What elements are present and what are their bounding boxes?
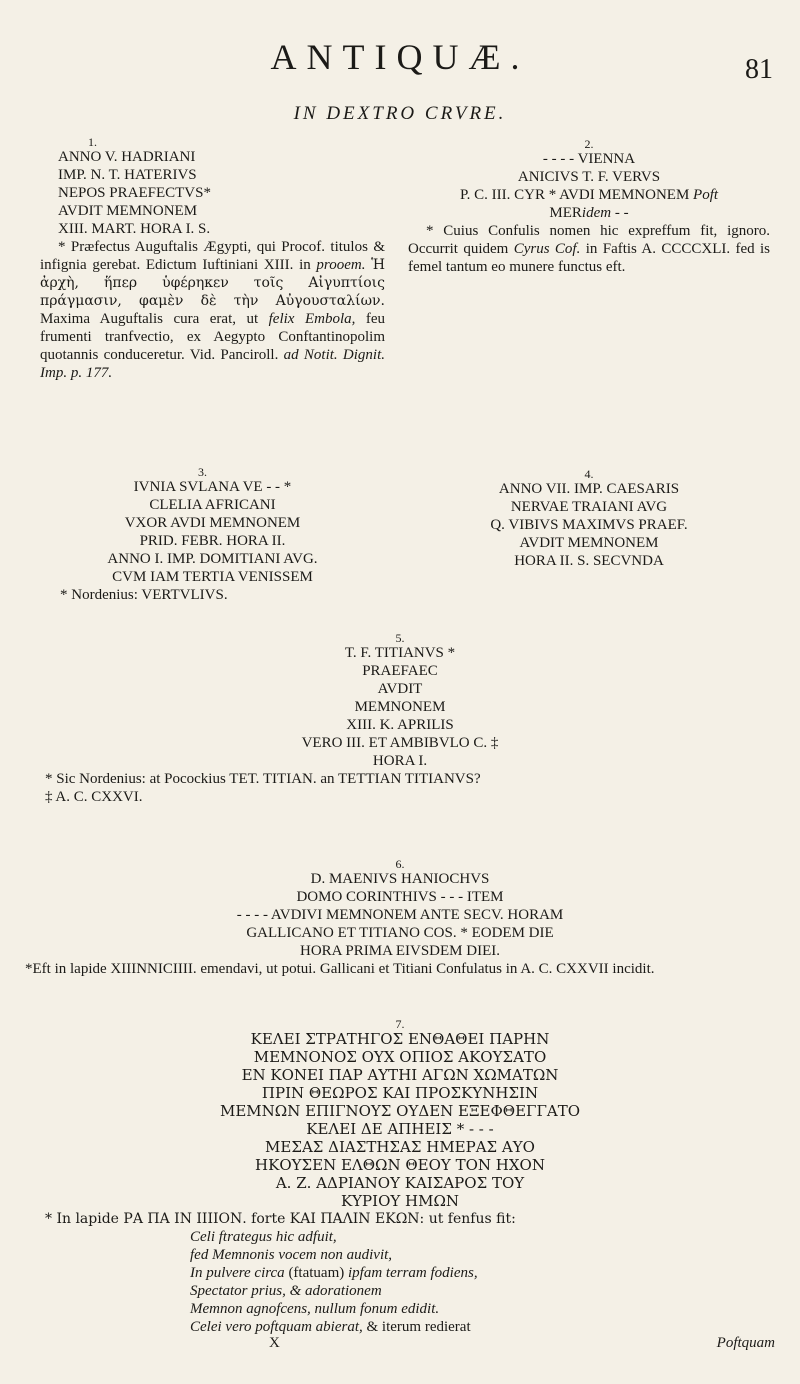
page-number: 81	[745, 54, 773, 85]
inscription-line: VERO III. ET AMBIBVLO C. ‡	[301, 735, 499, 751]
verse-line: fed Memnonis vocem non audivit,	[190, 1247, 393, 1263]
greek-line: ΚΥΡΙΟΥ ΗΜΩΝ	[340, 1192, 460, 1210]
inscription-line: D. MAENIVS HANIOCHVS	[310, 871, 490, 887]
section-heading: IN DEXTRO CRVRE.	[293, 103, 507, 124]
footnote: * Cuius Confulis nomen hic expreffum fit, ignoro. Occurrit quidem Cyrus Cof. in Faftis A. CCCCXLI. fed is femel tantum eo munere functus eft.	[408, 223, 771, 275]
inscription-line: PRID. FEBR. HORA II.	[139, 533, 286, 549]
inscription-line: NERVAE TRAIANI AVG	[510, 499, 668, 515]
footnote-text: * Præfectus Auguftalis Ægypti, qui Procof. titulos & infignia gerebat. Edictum Iuftiniani XIII. in	[40, 239, 385, 273]
inscription-line: HORA PRIMA EIVSDEM DIEI.	[299, 943, 500, 959]
inscription-number: 6.	[395, 857, 405, 871]
footnote: *Eft in lapide XIIINNICIIII. emendavi, ut potui. Gallicani et Titiani Confulatus in A. C. CXXVII incidit.	[25, 961, 655, 977]
greek-line: ΗΚΟΥΣΕΝ ΕΛΘΩΝ ΘΕΟΥ ΤΟΝ ΗΧΟΝ	[255, 1156, 545, 1174]
inscription-line: PRAEFAEC	[362, 663, 438, 679]
verse-line: Celi ftrategus hic adfuit,	[190, 1229, 337, 1245]
inscription-line: VXOR AVDI MEMNONEM	[124, 515, 301, 531]
inscription-1	[40, 136, 385, 382]
inscription-line: ANICIVS T. F. VERVS	[517, 169, 661, 185]
inscription-line: HORA II. S. SECVNDA	[514, 553, 664, 569]
inscription-line: MEMNONEM	[354, 699, 446, 715]
footnote: * Nordenius: VERTVLIVS.	[60, 587, 228, 603]
footnote-text: feu frumenti tranfvectio, ex Aegypto Conftantinopolim quotannis conduceretur. Vid. Panciroll.	[40, 311, 386, 363]
inscription-line: HORA I.	[372, 753, 428, 769]
inscription-5	[25, 632, 775, 806]
inscription-2	[408, 138, 770, 276]
inscription-number: 4.	[584, 467, 594, 481]
inscription-line: - - - - VIENNA	[542, 151, 636, 167]
inscription-line: ANNO I. IMP. DOMITIANI AVG.	[107, 551, 318, 567]
inscription-line: AVDIT MEMNONEM	[519, 535, 659, 551]
inscription-6	[25, 858, 775, 978]
greek-quote: Ἡ ἀρχὴ, ἥπερ ὑφέρηκεν τοῖς Αἰγυπτίοις πράγμασιν, φαμὲν δὲ τὴν Αὐγουσταλίων.	[40, 257, 386, 309]
inscription-line: DOMO CORINTHIVS - - - ITEM	[296, 889, 504, 905]
footnote	[40, 238, 385, 382]
inscription-line: T. F. TITIANVS *	[344, 645, 456, 661]
inscription-line: IVNIA SVLANA VE - - *	[133, 479, 292, 495]
inscription-3	[40, 466, 385, 604]
inscription-7	[25, 1018, 775, 1352]
verse-line: Spectator prius, & adorationem	[190, 1283, 382, 1299]
inscription-number: 5.	[395, 631, 405, 645]
catchword: Poftquam	[716, 1335, 775, 1351]
footnote-italic: felix Embola,	[268, 311, 356, 327]
inscription-number: 3.	[198, 465, 207, 479]
inscription-line: - - - - AVDIVI MEMNONEM ANTE SECV. HORAM	[236, 907, 564, 923]
inscription-line: Q. VIBIVS MAXIMVS PRAEF.	[490, 517, 688, 533]
greek-line: ΠΡΙΝ ΘΕΩΡΟΣ ΚΑΙ ΠΡΟΣΚΥΝΗΣΙΝ	[261, 1084, 539, 1102]
inscription-line: XIII. MART. HORA I. S.	[58, 221, 211, 237]
inscription-line: MERidem - -	[549, 205, 629, 221]
greek-line: ΜΕΜΝΩΝ ΕΠΙΓΝΟΥΣ ΟΥΔΕΝ ΕΞΕΦΘΕΓΓΑΤΟ	[219, 1102, 580, 1120]
greek-line: ΜΕΣΑΣ ΔΙΑΣΤΗΣΑΣ ΗΜΕΡΑΣ ΑΥΟ	[265, 1138, 535, 1156]
inscription-line: IMP. N. T. HATERIVS	[58, 167, 197, 183]
inscription-number: 7.	[395, 1017, 405, 1031]
verse-line: Memnon agnofcens, nullum fonum edidit.	[190, 1301, 440, 1317]
footnote: * Sic Nordenius: at Pocockius TET. TITIAN. an TETTIAN TITIANVS?	[45, 771, 481, 787]
signature-mark: X	[269, 1335, 280, 1351]
latin-translation	[25, 1228, 775, 1336]
inscription-number: 2.	[584, 137, 594, 151]
footnote-text: Maxima Auguftalis cura erat, ut	[40, 311, 259, 327]
running-title: ANTIQUÆ.	[270, 37, 530, 77]
inscription-line: GALLICANO ET TITIANO COS. * EODEM DIE	[246, 925, 554, 941]
footnote: ‡ A. C. CXXVI.	[45, 789, 143, 805]
greek-line: ΚΕΛΕΙ ΔΕ ΑΠΗΕΙΣ * - - -	[306, 1120, 494, 1138]
greek-line: ΕΝ ΚΟΝΕΙ ΠΑΡ ΑΥΤΗΙ ΑΓΩΝ ΧΩΜΑΤΩΝ	[241, 1066, 559, 1084]
inscription-line: P. C. III. CYR * AVDI MEMNONEM Poft	[459, 187, 719, 203]
inscription-line: CVM IAM TERTIA VENISSEM	[112, 569, 313, 585]
inscription-line: XIII. K. APRILIS	[346, 717, 454, 733]
verse-line: In pulvere circa (ftatuam) ipfam terram fodiens,	[190, 1265, 478, 1281]
inscription-line: NEPOS PRAEFECTVS*	[58, 185, 211, 201]
inscription-number: 1.	[88, 135, 97, 149]
greek-line: ΜΕΜΝΟΝΟΣ ΟΥΧ ΟΠΙΟΣ ΑΚΟΥΣΑΤΟ	[253, 1048, 547, 1066]
inscription-line: AVDIT MEMNONEM	[58, 203, 198, 219]
citation: ad Notit. Dignit. Imp. p. 177.	[40, 347, 386, 381]
footnote: * In lapide ΡΑ ΠΑ IN ΙΙΙΙΟΝ. forte ΚΑΙ ΠΑΛΙΝ ΕΚΩΝ: ut fenfus fit:	[45, 1211, 516, 1227]
inscription-line: AVDIT	[377, 681, 423, 697]
inscription-line: CLELIA AFRICANI	[149, 497, 276, 513]
greek-line: Α. Ζ. ΑΔΡΙΑΝΟΥ ΚΑΙΣΑΡΟΣ ΤΟΥ	[275, 1174, 525, 1192]
inscription-line: ANNO VII. IMP. CAESARIS	[498, 481, 680, 497]
verse-line: Celei vero poftquam abierat, & iterum redierat	[190, 1319, 471, 1335]
greek-line: ΚΕΛΕΙ ΣΤΡΑΤΗΓΟΣ ΕΝΘΑΘΕΙ ΠΑΡΗΝ	[250, 1030, 550, 1048]
footnote-italic: prooem.	[316, 257, 366, 273]
inscription-line: ANNO V. HADRIANI	[58, 149, 196, 165]
inscription-4	[408, 468, 770, 570]
